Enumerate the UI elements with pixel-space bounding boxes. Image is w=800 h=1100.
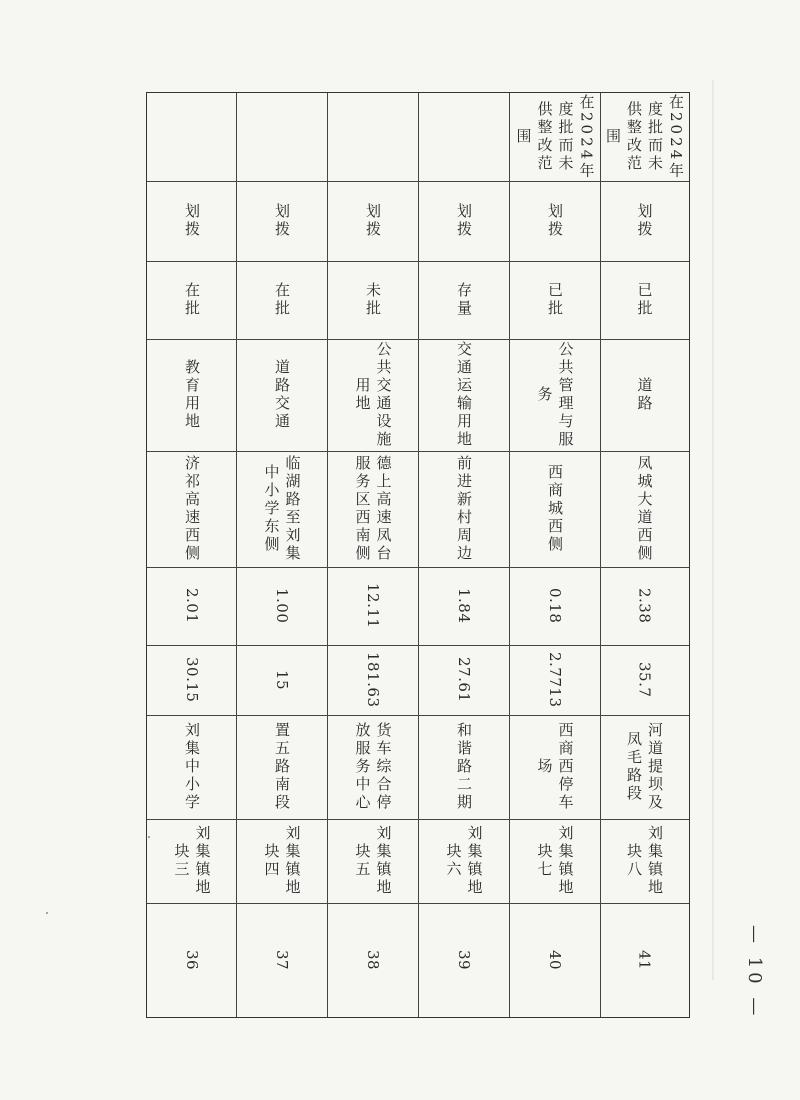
supply-cell: 划拨 — [364, 203, 382, 239]
seq-cell: 38 — [364, 949, 382, 971]
plot-cell: 刘集镇地块六 — [444, 825, 484, 897]
approval-cell: 已批 — [546, 282, 564, 318]
note-cell — [236, 93, 327, 181]
location-cell: 凤城大道西侧 — [635, 455, 654, 563]
note-cell — [327, 93, 418, 181]
scan-speck — [46, 912, 48, 914]
area-b-cell: 1.00 — [273, 588, 291, 624]
location-cell: 济祁高速西侧 — [183, 455, 201, 563]
area-a-cell: 2.7713 — [546, 652, 564, 708]
approval-cell: 在批 — [273, 282, 291, 318]
note-cell — [147, 93, 236, 181]
usage-cell: 公共管理与服务 — [535, 341, 575, 449]
location-cell: 前进新村周边 — [455, 455, 473, 563]
note-cell: 在2024年度批而未供整改范围 — [604, 93, 685, 181]
approval-cell: 已批 — [635, 282, 654, 318]
area-a-cell: 30.15 — [183, 657, 201, 703]
project-cell: 西商西停车场 — [535, 722, 575, 812]
project-cell: 置五路南段 — [273, 722, 291, 812]
location-cell: 西商城西侧 — [546, 464, 564, 554]
plot-cell: 刘集镇地块八 — [625, 825, 664, 897]
seq-cell: 37 — [273, 949, 291, 971]
usage-cell: 道路交通 — [273, 359, 291, 431]
approval-cell: 存量 — [455, 282, 473, 318]
note-cell: 在2024年度批而未供整改范围 — [514, 93, 596, 181]
location-cell: 德上高速凤台服务区西南侧 — [353, 455, 393, 563]
approval-cell: 未批 — [364, 282, 382, 318]
supply-cell: 划拨 — [273, 203, 291, 239]
area-a-cell: 35.7 — [635, 662, 654, 698]
supply-cell: 划拨 — [183, 203, 201, 239]
land-plot-table — [146, 92, 690, 1018]
area-a-cell: 181.63 — [364, 652, 382, 708]
area-a-cell: 15 — [273, 669, 291, 691]
project-cell: 刘集中小学 — [183, 722, 201, 812]
usage-cell: 交通运输用地 — [455, 341, 473, 449]
supply-cell: 划拨 — [546, 203, 564, 239]
page-number: — 10 — — [744, 925, 765, 1020]
location-cell: 临湖路至刘集中小学东侧 — [262, 455, 302, 563]
plot-cell: 刘集镇地块七 — [535, 825, 575, 897]
supply-cell: 划拨 — [635, 203, 654, 239]
project-cell: 和谐路二期 — [455, 722, 473, 812]
seq-cell: 39 — [455, 949, 473, 971]
plot-cell: 刘集镇地块四 — [262, 825, 302, 897]
plot-cell: 刘集镇地块三 — [172, 825, 212, 897]
area-b-cell: 2.01 — [183, 588, 201, 624]
project-cell: 河道提坝及凤毛路段 — [625, 722, 664, 812]
area-b-cell: 12.11 — [364, 583, 382, 629]
plot-cell: 刘集镇地块五 — [353, 825, 393, 897]
seq-cell: 36 — [183, 949, 201, 971]
usage-cell: 公共交通设施用地 — [353, 341, 393, 449]
area-b-cell: 2.38 — [635, 588, 654, 624]
seq-cell: 40 — [546, 949, 564, 971]
area-b-cell: 0.18 — [546, 588, 564, 624]
supply-cell: 划拨 — [455, 203, 473, 239]
scan-edge — [712, 80, 714, 980]
note-cell — [418, 93, 509, 181]
project-cell: 货车综合停放服务中心 — [353, 722, 393, 812]
seq-cell: 41 — [635, 949, 654, 971]
usage-cell: 教育用地 — [183, 359, 201, 431]
area-b-cell: 1.84 — [455, 588, 473, 624]
approval-cell: 在批 — [183, 282, 201, 318]
area-a-cell: 27.61 — [455, 657, 473, 703]
usage-cell: 道路 — [635, 377, 654, 413]
